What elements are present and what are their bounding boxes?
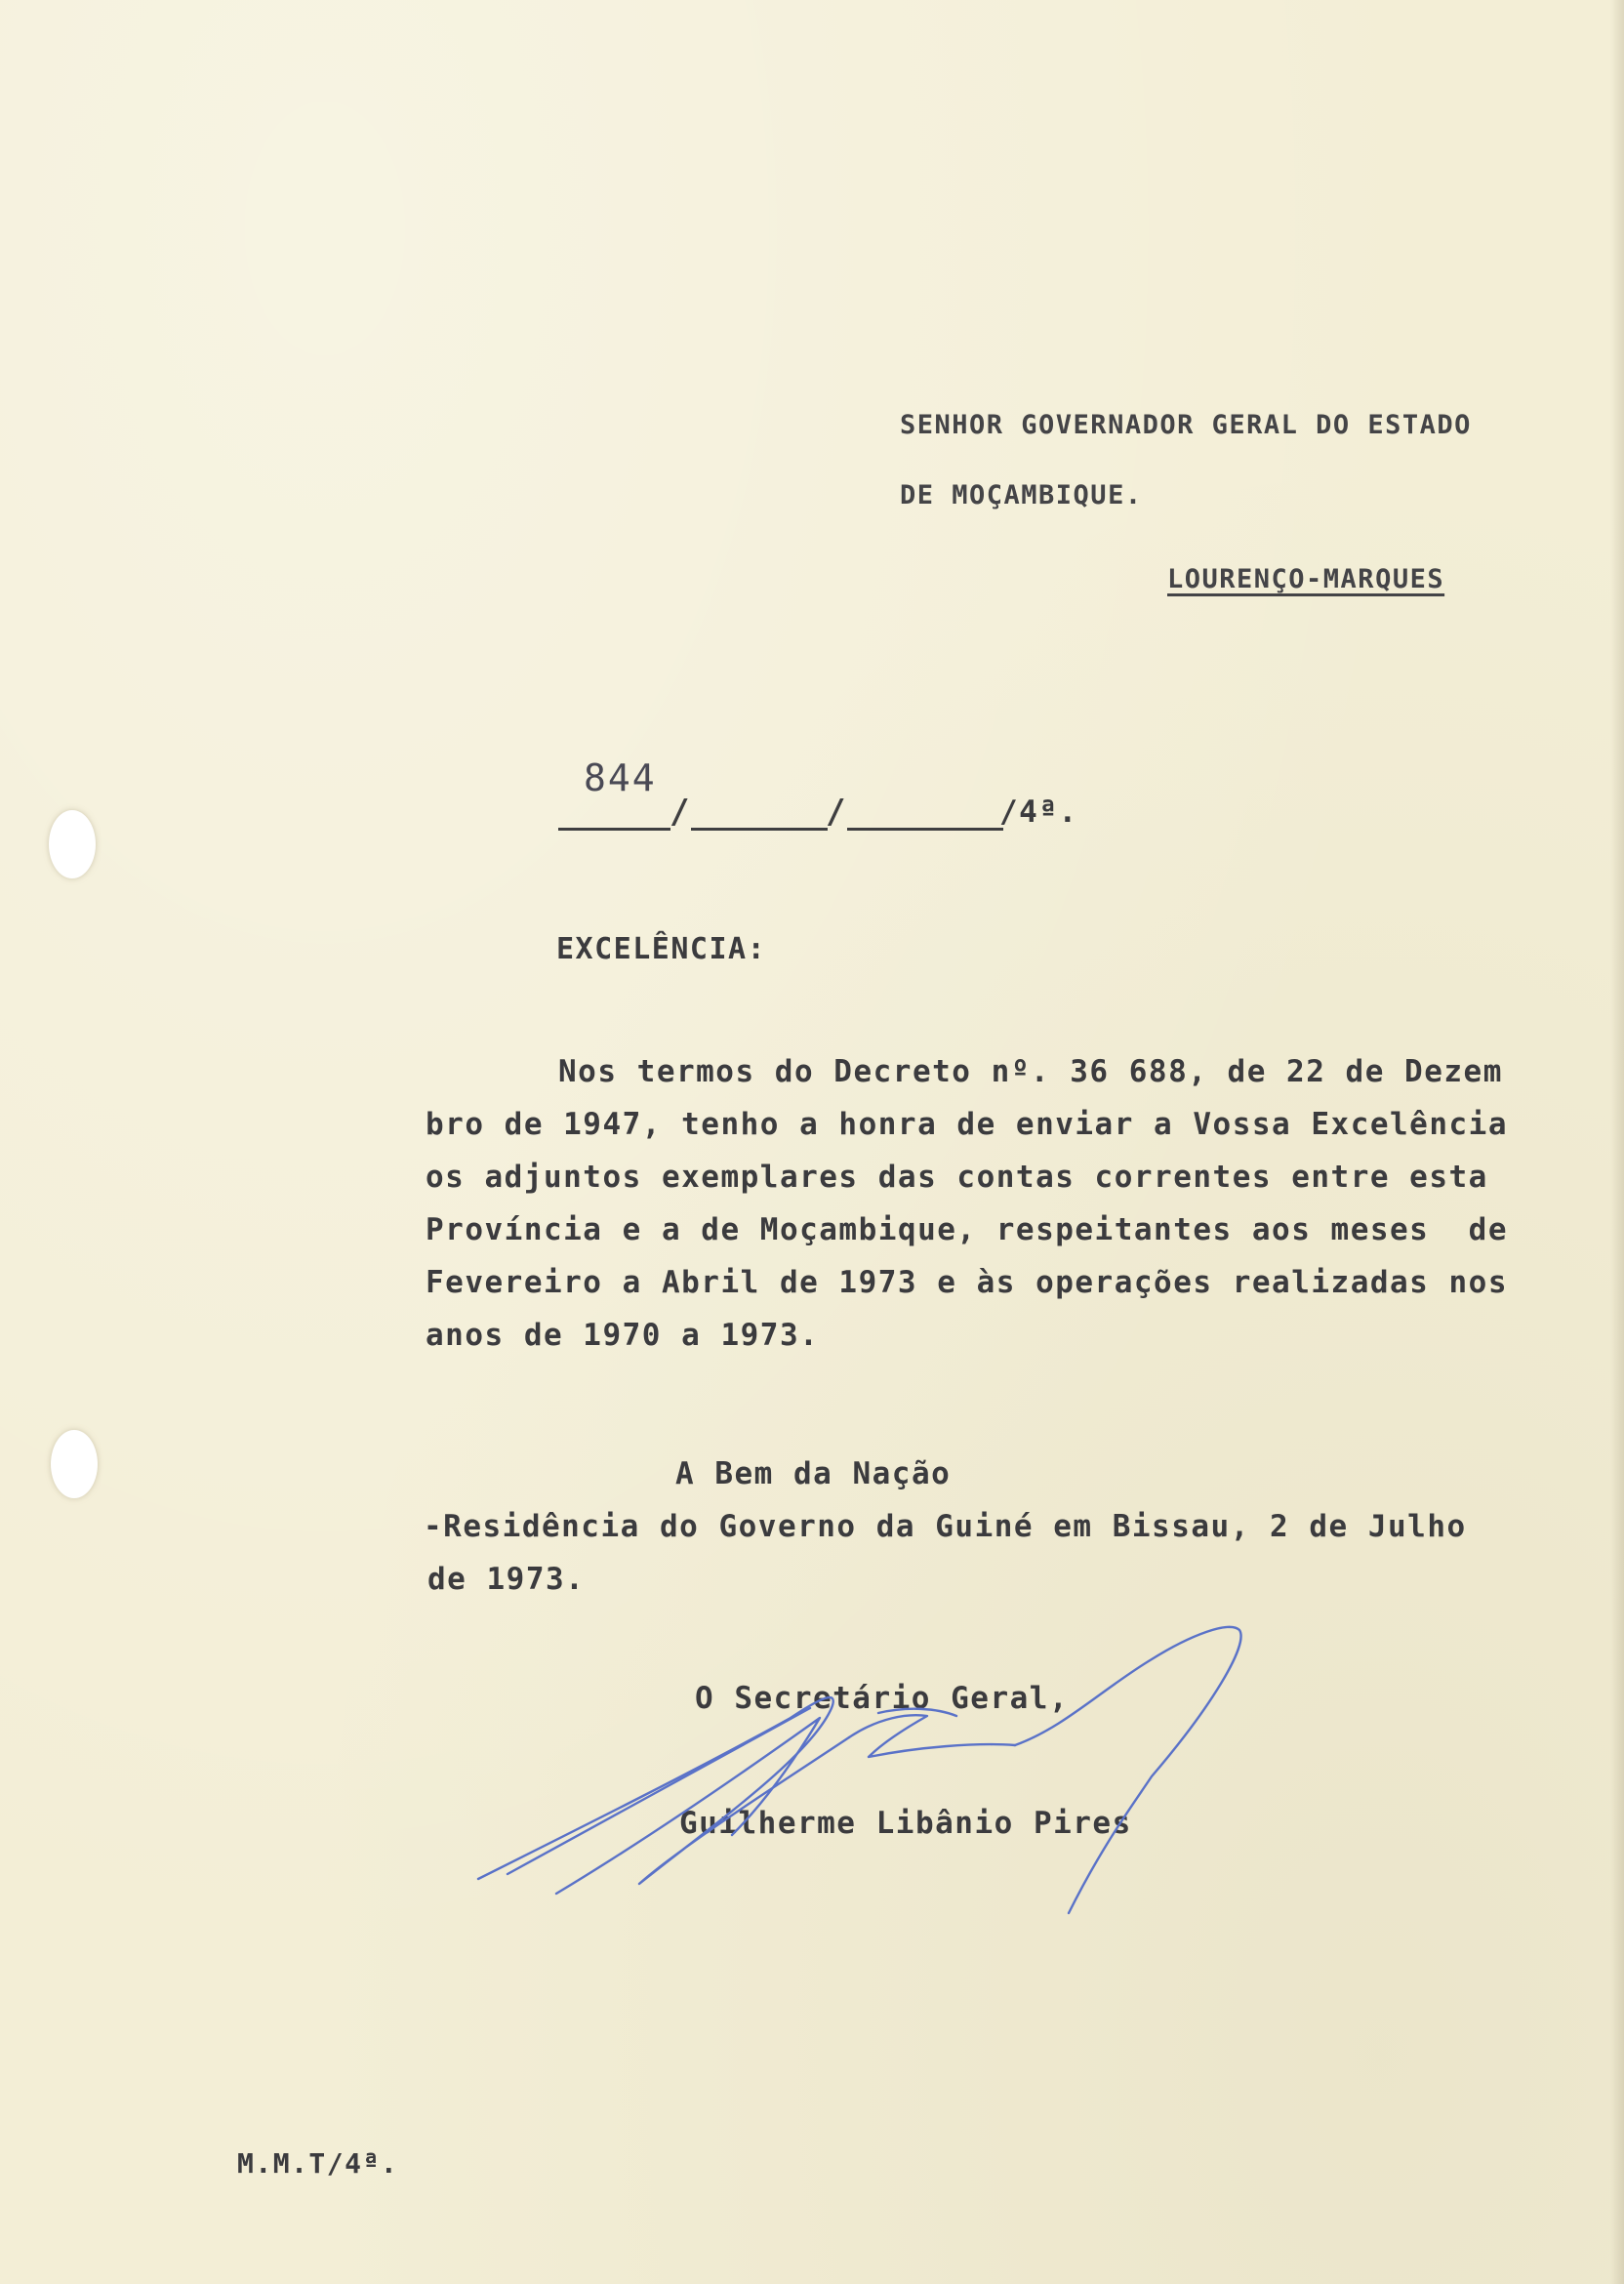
signatory-title: O Secretário Geral, <box>695 1681 1070 1716</box>
salutation: EXCELÊNCIA: <box>556 932 767 966</box>
addressee-city: LOURENÇO-MARQUES <box>1167 564 1445 594</box>
page-edge-shadow <box>1610 0 1624 2284</box>
addressee-line-1: SENHOR GOVERNADOR GERAL DO ESTADO <box>900 410 1472 440</box>
closing-place-line-1: -Residência do Governo da Guiné em Bissau, 2 de Julho <box>424 1509 1467 1544</box>
footer-file-code: M.M.T/4ª. <box>237 2147 399 2180</box>
punch-hole-bottom <box>51 1430 98 1498</box>
signatory-name: Guilherme Libânio Pires <box>679 1806 1132 1841</box>
handwritten-signature <box>468 1601 1269 1923</box>
reference-number: 844 <box>584 756 657 799</box>
body-line: Nos termos do Decreto nº. 36 688, de 22 de Dezem <box>558 1054 1503 1089</box>
punch-hole-top <box>49 810 96 878</box>
body-line: anos de 1970 a 1973. <box>426 1318 820 1353</box>
reference-blank-2 <box>691 828 828 831</box>
reference-slash-2: / <box>826 793 846 832</box>
closing-motto: A Bem da Nação <box>675 1456 952 1491</box>
reference-suffix: /4ª. <box>999 795 1078 830</box>
reference-blank-3 <box>847 828 1003 831</box>
reference-blank-1 <box>558 828 670 831</box>
body-line: bro de 1947, tenho a honra de enviar a Vossa Excelência <box>426 1107 1508 1142</box>
reference-slash-1: / <box>670 793 690 832</box>
closing-place-line-2: de 1973. <box>427 1562 586 1597</box>
body-line: os adjuntos exemplares das contas correntes entre esta <box>426 1160 1488 1195</box>
addressee-line-2: DE MOÇAMBIQUE. <box>900 480 1143 510</box>
body-line: Província e a de Moçambique, respeitantes aos meses de <box>426 1212 1508 1247</box>
body-line: Fevereiro a Abril de 1973 e às operações realizadas nos <box>426 1265 1508 1300</box>
